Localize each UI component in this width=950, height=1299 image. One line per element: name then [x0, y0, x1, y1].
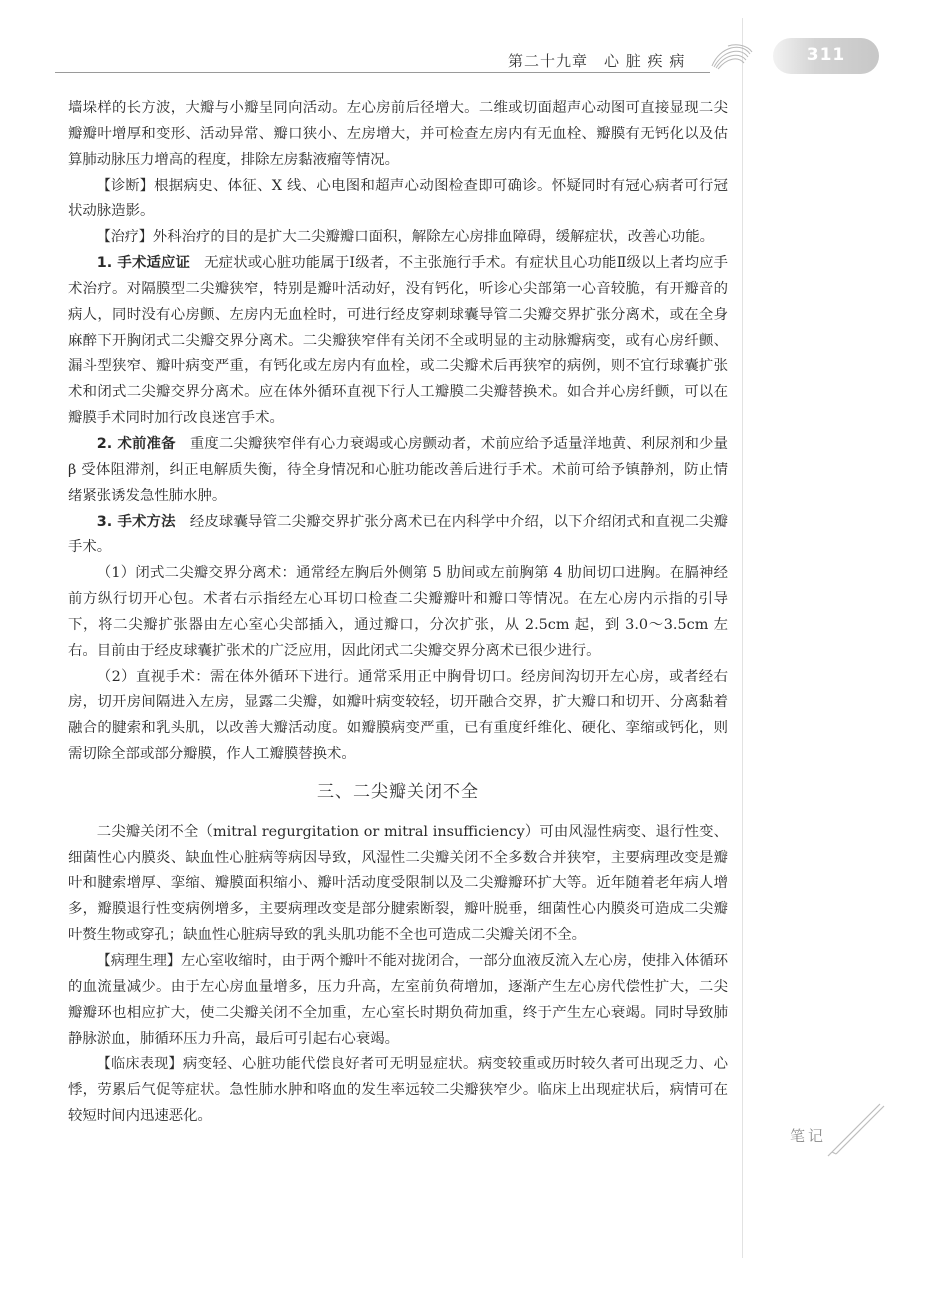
chapter-number: 第二十九章	[508, 52, 589, 70]
methods-text: 经皮球囊导管二尖瓣交界扩张分离术已在内科学中介绍，以下介绍闭式和直视二尖瓣手术。	[68, 513, 728, 556]
open-surgery-paragraph: （2）直视手术：需在体外循环下进行。通常采用正中胸骨切口。经房间沟切开左心房，或者经右房，切开房间隔进入左房，显露二尖瓣，如瓣叶病变较轻，切开融合交界，扩大瓣口和切开、分离黏着融合的腱索和乳头肌，以改善大瓣活动度。如瓣膜病变严重，已有重度纤维化、硬化、挛缩或钙化，则需切除全部或部分瓣膜，作人工瓣膜替换术。	[68, 668, 728, 763]
preop-paragraph	[68, 432, 728, 510]
section-heading	[68, 780, 728, 806]
pathophysiology-text: 左心室收缩时，由于两个瓣叶不能对拢闭合，一部分血液反流入左心房，使排入体循环的血流量减少。由于左心房血量增多，压力升高，左室前负荷增加，逐渐产生左心房代偿性扩大，二尖瓣瓣环也相应扩大，使二尖瓣关闭不全加重，左心室长时期负荷加重，终于产生左心衰竭。同时导致肺静脉淤血，肺循环压力升高，最后可引起右心衰竭。	[68, 953, 729, 1047]
diagnosis-text: 根据病史、体征、X 线、心电图和超声心动图检查即可确诊。怀疑同时有冠心病者可行冠状动脉造影。	[68, 177, 729, 220]
methods-heading: 3. 手术方法	[96, 513, 176, 530]
treatment-paragraph	[68, 225, 728, 251]
indications-paragraph	[68, 251, 728, 432]
treatment-text: 外科治疗的目的是扩大二尖瓣瓣口面积，解除左心房排血障碍，缓解症状，改善心功能。	[152, 229, 715, 246]
preop-text: 重度二尖瓣狭窄伴有心力衰竭或心房颤动者，术前应给予适量洋地黄、利尿剂和少量 β 受体阻滞剂，纠正电解质失衡，待全身情况和心脏功能改善后进行手术。术前可给予镇静剂，防止情绪紧张诱发急性肺水肿。	[68, 435, 728, 504]
treatment-tag: 【治疗】	[96, 229, 153, 246]
main-text	[68, 96, 728, 1130]
swirl-ornament-icon	[708, 40, 754, 72]
section-title: 二尖瓣关闭不全	[353, 781, 479, 802]
diagnosis-paragraph	[68, 174, 728, 226]
indications-text: 无症状或心脏功能属于Ⅰ级者，不主张施行手术。有症状且心功能Ⅱ级以上者均应手术治疗。对隔膜型二尖瓣狭窄，特别是瓣叶活动好，没有钙化，听诊心尖部第一心音较脆，有开瓣音的病人，同时没有心房颤、左房内无血栓时，可进行经皮穿刺球囊导管二尖瓣交界扩张分离术，或在全身麻醉下开胸闭式二尖瓣交界分离术。二尖瓣狭窄伴有关闭不全或明显的主动脉瓣病变，或有心房纤颤、漏斗型狭窄、瓣叶病变严重，有钙化或左房内有血栓，或二尖瓣术后再狭窄的病例，则不宜行球囊扩张术和闭式二尖瓣交界分离术。应在体外循环直视下行人工瓣膜二尖瓣替换术。如合并心房纤颤，可以在瓣膜手术同时加行改良迷宫手术。	[68, 255, 728, 427]
preop-heading: 2. 术前准备	[96, 435, 176, 452]
header-rule	[55, 72, 710, 73]
closed-commissurotomy-paragraph: （1）闭式二尖瓣交界分离术：通常经左胸后外侧第 5 肋间或左前胸第 4 肋间切口进胸。在膈神经前方纵行切开心包。术者右示指经左心耳切口检查二尖瓣瓣叶和瓣口等情况。在左心房内示指的引导下，将二尖瓣扩张器由左心室心尖部插入，通过瓣口，分次扩张，从 2.5cm 起，到 3.0～3.5cm 左右。目前由于经皮球囊扩张术的广泛应用，因此闭式二尖瓣交界分离术已很少进行。	[68, 565, 728, 659]
intro-paragraph: 二尖瓣关闭不全（mitral regurgitation or mitral insufficiency）可由风湿性病变、退行性变、细菌性心内膜炎、缺血性心脏病等病因导致，风湿性二尖瓣关闭不全多数合并狭窄，主要病理改变是瓣叶和腱索增厚、挛缩、瓣膜面积缩小、瓣叶活动度受限制以及二尖瓣瓣环扩大等。近年随着老年病人增多，瓣膜退行性变病例增多，主要病理改变是部分腱索断裂，瓣叶脱垂，细菌性心内膜炎可造成二尖瓣叶赘生物或穿孔；缺血性心脏病导致的乳头肌功能不全也可造成二尖瓣关闭不全。	[68, 823, 728, 944]
section-number: 三、	[317, 781, 353, 802]
running-head	[508, 50, 685, 71]
pathophysiology-tag: 【病理生理】	[96, 953, 181, 969]
page-number-tab	[773, 38, 879, 74]
diagnosis-tag: 【诊断】	[96, 177, 155, 194]
paragraph-continued: 墙垛样的长方波，大瓣与小瓣呈同向活动。左心房前后径增大。二维或切面超声心动图可直接显现二尖瓣瓣叶增厚和变形、活动异常、瓣口狭小、左房增大，并可检查左房内有无血栓、瓣膜有无钙化以及估算肺动脉压力增高的程度，排除左房黏液瘤等情况。	[68, 100, 728, 168]
pencil-icon	[818, 1098, 888, 1158]
methods-paragraph	[68, 510, 728, 562]
pathophysiology-paragraph	[68, 949, 728, 1052]
page-number: 311	[806, 45, 846, 65]
notes-label: 笔记	[790, 1127, 827, 1145]
clinical-text: 病变轻、心脏功能代偿良好者可无明显症状。病变较重或历时较久者可出现乏力、心悸，劳累后气促等症状。急性肺水肿和咯血的发生率远较二尖瓣狭窄少。临床上出现症状后，病情可在较短时间内迅速恶化。	[68, 1056, 728, 1125]
margin-divider	[742, 18, 743, 1258]
clinical-paragraph	[68, 1052, 728, 1130]
chapter-title: 心 脏 疾 病	[604, 52, 686, 70]
clinical-tag: 【临床表现】	[96, 1056, 183, 1073]
indications-heading: 1. 手术适应证	[96, 255, 191, 272]
